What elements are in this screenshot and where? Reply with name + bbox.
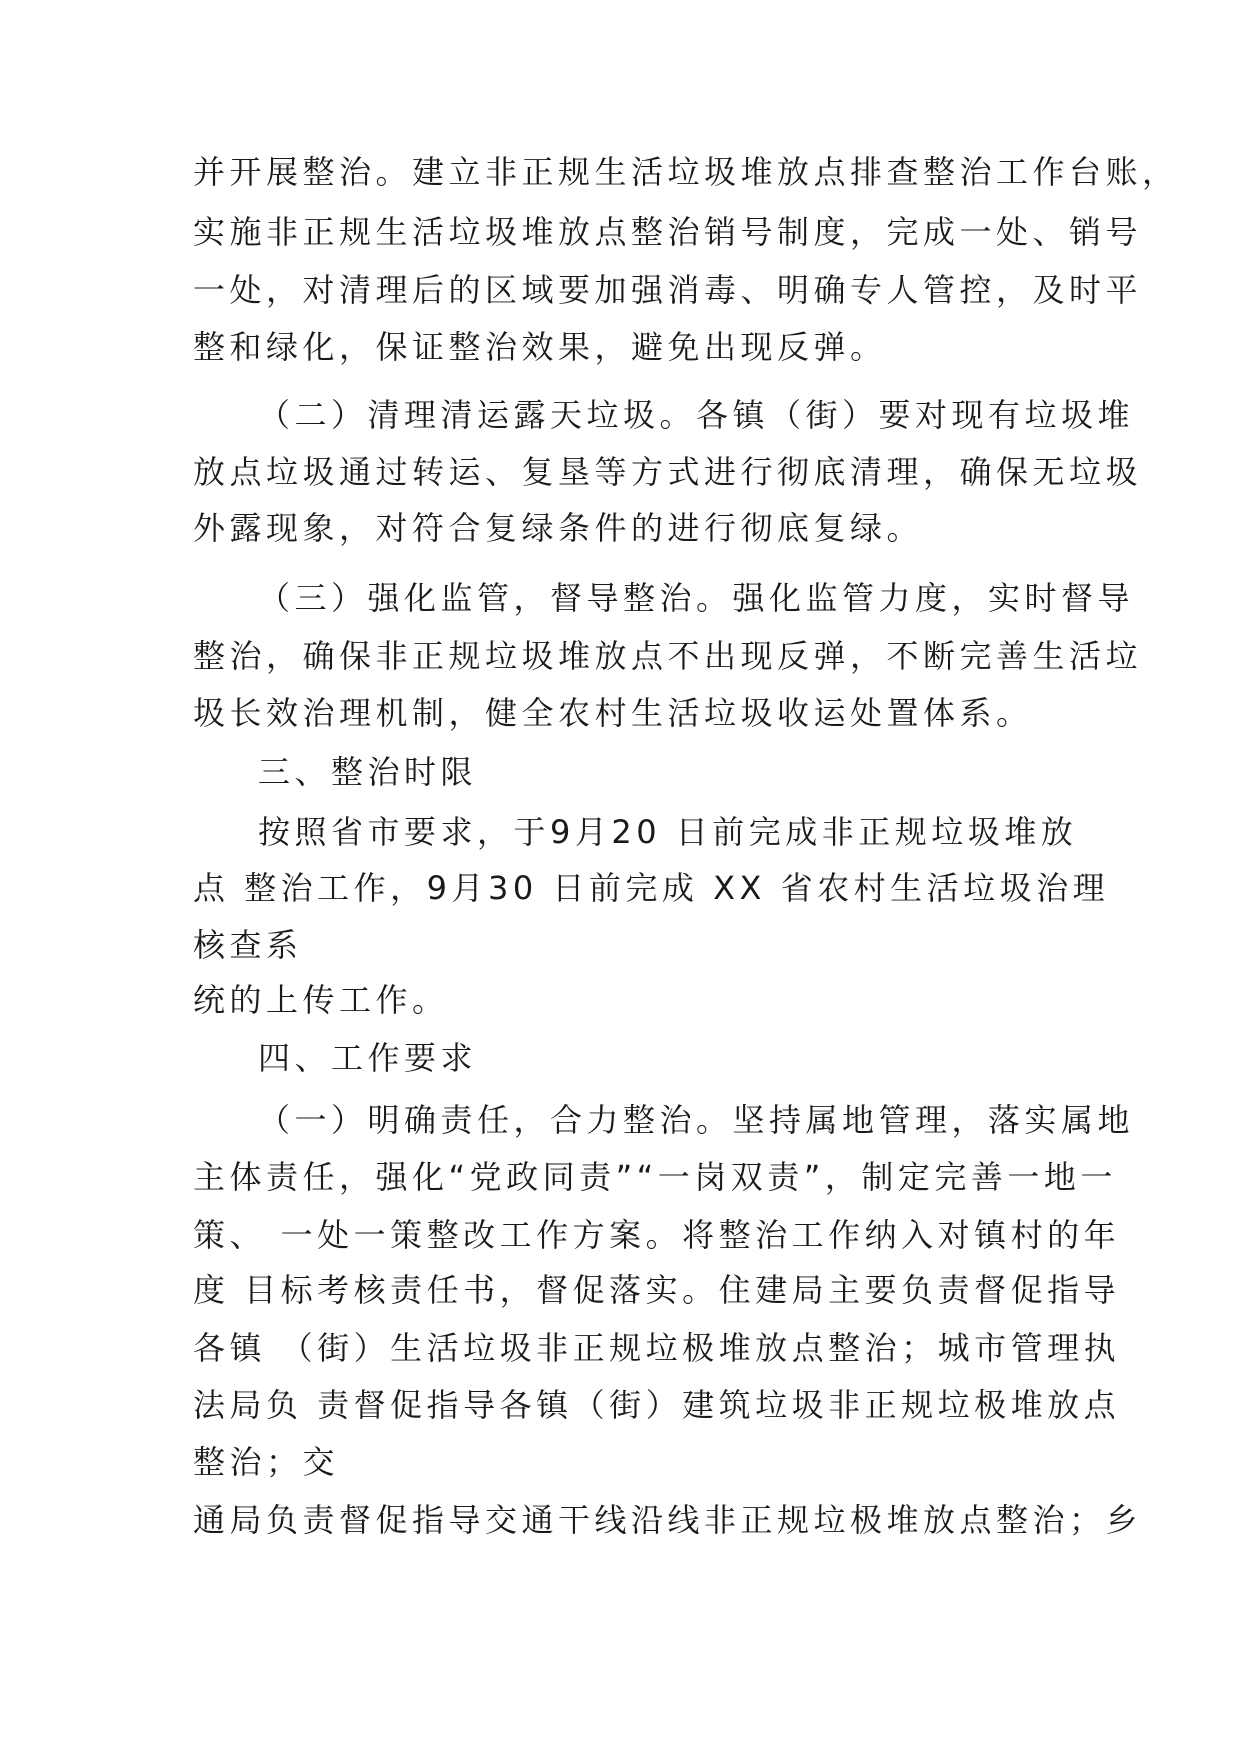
text-line-1: 并开展整治。建立非正规生活垃圾堆放点排查整治工作台账， bbox=[193, 153, 1179, 191]
text-line-22: 法局负 责督促指导各镇（街）建筑垃圾非正规垃极堆放点 bbox=[193, 1386, 1121, 1424]
text-line-19: 策、 一处一策整改工作方案。将整治工作纳入对镇村的年 bbox=[193, 1216, 1121, 1254]
text-line-18: 主体责任，强化“党政同责”“一岗双责”，制定完善一地一 bbox=[193, 1158, 1117, 1196]
text-line-6: 放点垃圾通过转运、复垦等方式进行彻底清理，确保无垃圾 bbox=[193, 453, 1143, 491]
text-line-3: 一处，对清理后的区域要加强消毒、明确专人管控，及时平 bbox=[193, 271, 1143, 309]
text-line-12: 按照省市要求，于9月20 日前完成非正规垃圾堆放 bbox=[258, 813, 1078, 851]
text-line-21: 各镇 （街）生活垃圾非正规垃极堆放点整治；城市管理执 bbox=[193, 1329, 1121, 1367]
section-3-heading-line: （三）强化监管，督导整治。强化监管力度，实时督导 bbox=[258, 579, 1135, 617]
text-line-4: 整和绿化，保证整治效果，避免出现反弹。 bbox=[193, 328, 887, 366]
text-line-20: 度 目标考核责任书，督促落实。住建局主要负责督促指导 bbox=[193, 1271, 1121, 1309]
text-line-15: 统的上传工作。 bbox=[193, 981, 449, 1019]
text-line-23: 整治；交 bbox=[193, 1443, 340, 1481]
section-1-heading-line: （一）明确责任，合力整治。坚持属地管理，落实属地 bbox=[258, 1101, 1135, 1139]
text-line-9: 整治，确保非正规垃圾堆放点不出现反弹，不断完善生活垃 bbox=[193, 637, 1143, 675]
text-line-10: 圾长效治理机制，健全农村生活垃圾收运处置体系。 bbox=[193, 694, 1033, 732]
text-line-13: 点 整治工作，9月30 日前完成 XX 省农村生活垃圾治理 bbox=[193, 869, 1110, 907]
text-line-14: 核查系 bbox=[193, 926, 303, 964]
text-line-2: 实施非正规生活垃圾堆放点整治销号制度，完成一处、销号 bbox=[193, 213, 1143, 251]
heading-requirements: 四、工作要求 bbox=[258, 1039, 478, 1077]
text-line-24: 通局负责督促指导交通干线沿线非正规垃极堆放点整治；乡 bbox=[193, 1501, 1143, 1539]
text-line-7: 外露现象，对符合复绿条件的进行彻底复绿。 bbox=[193, 509, 924, 547]
heading-deadline: 三、整治时限 bbox=[258, 753, 478, 791]
section-2-heading-line: （二）清理清运露天垃圾。各镇（街）要对现有垃圾堆 bbox=[258, 396, 1135, 434]
